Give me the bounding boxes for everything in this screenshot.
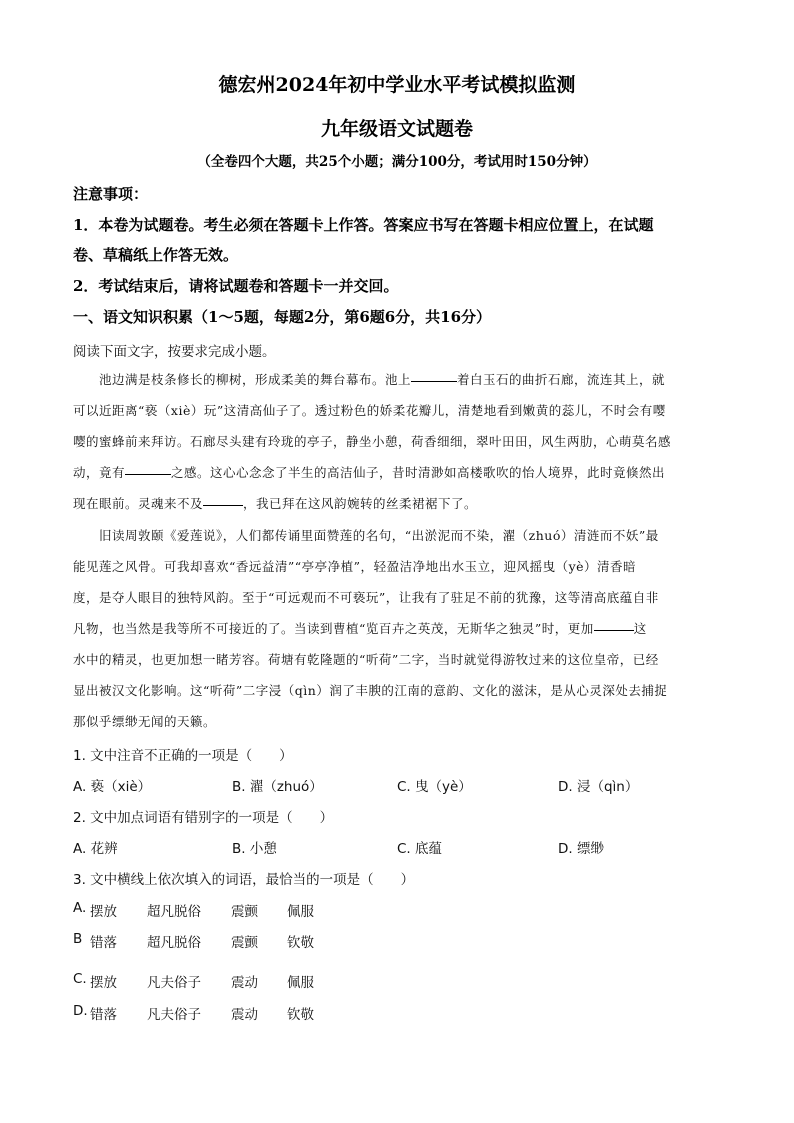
question-2-stem: 2. 文中加点词语有错别字的一项是（ ） (73, 810, 334, 826)
option-word: 钦敬 (287, 1007, 314, 1023)
wavy-underlined-sentence: 显出被汉文化影响 (73, 683, 178, 698)
exam-info: （全卷四个大题，共25个小题；满分100分，考试用时150分钟） (197, 154, 597, 170)
section-heading: 一、语文知识积累（1～5题，每题2分，第6题6分，共16分） (73, 308, 492, 326)
option-word: 凡夫俗子 (147, 975, 201, 991)
question-1-option-b[interactable]: B. 濯（zhuó） (232, 779, 323, 795)
question-3-option-a[interactable] (73, 900, 314, 920)
option-word: 超凡脱俗 (147, 935, 201, 951)
option-word: 超凡脱俗 (147, 904, 201, 920)
passage-line: 能见莲之风骨。可我却喜欢“香远益清”“亭亭净植”，轻盈洁净地出水玉立，迎风摇曳（yè）清香暗 (73, 559, 637, 574)
option-word: 凡夫俗子 (147, 1007, 201, 1023)
option-word: 错落 (90, 1007, 117, 1023)
option-word: 错落 (90, 935, 117, 951)
passage-text: 着白玉石的曲折石廊，流连其上，就 (457, 372, 666, 387)
fill-blank-2 (125, 473, 171, 475)
option-word: 震颤 (231, 904, 258, 920)
option-label: B (73, 931, 83, 947)
passage-text: 现在眼前。灵魂来不及 (73, 496, 204, 511)
question-2-option-d[interactable]: D. 缥缈 (558, 841, 604, 857)
passage-line (73, 681, 719, 699)
option-word: 佩服 (287, 904, 314, 920)
exam-subtitle: 九年级语文试题卷 (320, 118, 473, 140)
note-item-1-cont: 卷、草稿纸上作答无效。 (73, 246, 239, 264)
question-1-option-d[interactable]: D. 浸（qìn） (558, 779, 639, 795)
passage-line (73, 619, 719, 637)
question-1-option-a[interactable]: A. 亵（xiè） (73, 779, 152, 795)
question-2-option-b[interactable]: B. 小憩 (232, 841, 277, 857)
option-word: 摆放 (90, 975, 117, 991)
option-label: D. (73, 1003, 88, 1019)
option-word: 震动 (231, 975, 258, 991)
reading-instruction: 阅读下面文字，按要求完成小题。 (73, 344, 276, 360)
note-item-2: 2．考试结束后，请将试题卷和答题卡一并交回。 (73, 277, 399, 295)
notes-heading: 注意事项： (73, 185, 149, 203)
exam-title: 德宏州2024年初中学业水平考试模拟监测 (218, 74, 576, 96)
option-label: C. (73, 971, 87, 987)
question-2-option-a[interactable]: A. 花辨 (73, 841, 118, 857)
fill-blank-3 (203, 504, 243, 506)
question-1-option-c[interactable]: C. 曳（yè） (397, 779, 472, 795)
passage-line: 度，是夺人眼目的独特风韵。至于“可远观而不可亵玩”，让我有了驻足不前的犹豫，这等清高底蕴自非 (73, 590, 659, 605)
option-word: 震颤 (231, 935, 258, 951)
passage-text: 动，竟有 (73, 465, 126, 480)
passage-text: 水中的精灵，也更加想一睹芳容。 (73, 652, 269, 667)
passage-text: 之感。这心心念念了半生的高洁仙子，昔时清渺如高楼歌吹的怡人境界，此时竟倏然出 (171, 465, 666, 480)
passage-line (73, 650, 719, 668)
fill-blank-4 (594, 629, 634, 631)
passage-text: 池边满是枝条修长的柳树，形成柔美的舞台幕布。池上 (99, 372, 412, 387)
option-label: A. (73, 900, 87, 916)
option-word: 摆放 (90, 904, 117, 920)
passage-text: ，我已拜在这风韵婉转的丝柔裙裾下了。 (243, 496, 478, 511)
option-word: 钦敬 (287, 935, 314, 951)
passage-line: 旧读周敦颐《爱莲说》，人们都传诵里面赞莲的名句，“出淤泥而不染，濯（zhuó）清涟而不妖”最 (99, 528, 659, 543)
question-1-stem: 1. 文中注音不正确的一项是（ ） (73, 748, 293, 764)
question-3-option-c[interactable] (73, 971, 314, 991)
question-3-option-b[interactable] (73, 931, 314, 951)
passage-text: 这 (633, 621, 647, 636)
wavy-underlined-sentence: 荷塘有乾隆题的“听荷”二字，当时就觉得游牧过来的这位皇帝，已经 (268, 652, 659, 667)
passage-line: 嘤的蜜蜂前来拜访。石廊尽头建有玲珑的亭子，静坐小憩，荷香细细，翠叶田田，风生两肋，心萌莫名感 (73, 434, 672, 449)
passage-line: 那似乎缥缈无闻的天籁。 (73, 714, 217, 729)
question-2-option-c[interactable]: C. 底蕴 (397, 841, 443, 857)
question-3-option-d[interactable] (73, 1003, 314, 1023)
option-word: 震动 (231, 1007, 258, 1023)
note-item-1: 1．本卷为试题卷。考生必须在答题卡上作答。答案应书写在答题卡相应位置上，在试题 (73, 216, 654, 234)
passage-line (73, 463, 719, 481)
question-3-stem: 3. 文中横线上依次填入的词语，最恰当的一项是（ ） (73, 872, 415, 888)
passage-line (99, 370, 719, 388)
option-word: 佩服 (287, 975, 314, 991)
passage-text: 。这“听荷”二字浸（qìn）润了丰腴的江南的意韵、文化的滋沫，是从心灵深处去捕捉 (177, 683, 668, 698)
fill-blank-1 (411, 380, 457, 382)
passage-text: 凡物，也当然是我等所不可接近的了。当读到曹植“览百卉之英茂，无斯华之独灵”时，更加 (73, 621, 594, 636)
passage-line (73, 494, 719, 512)
passage-line: 可以近距离“亵（xiè）玩”这清高仙子了。透过粉色的娇柔花瓣儿，清楚地看到嫩黄的蕊儿，不时会有嘤 (73, 403, 666, 418)
